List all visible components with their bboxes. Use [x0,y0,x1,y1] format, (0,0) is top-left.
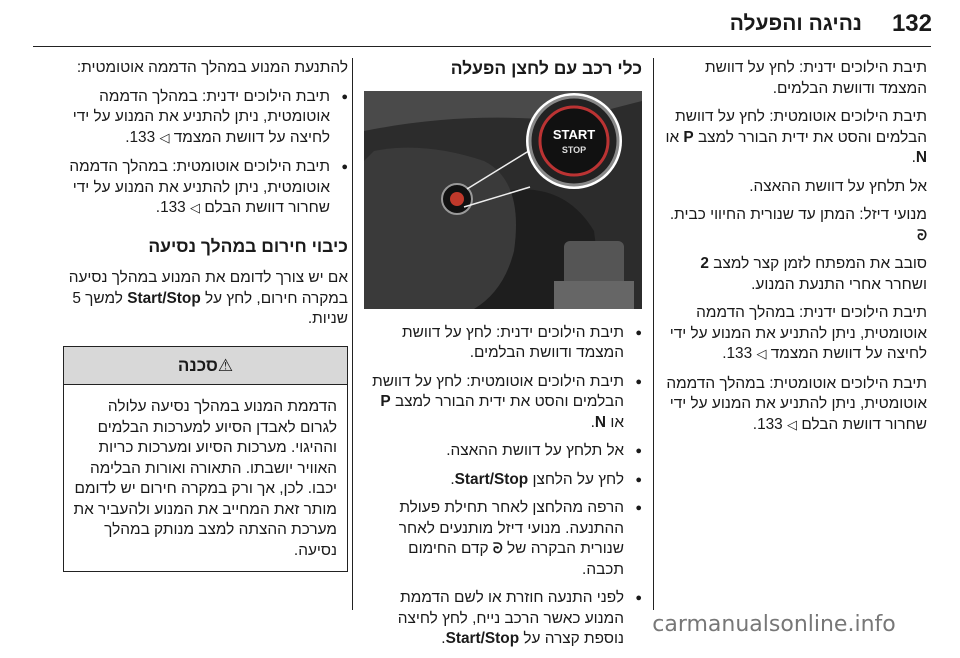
paragraph: תיבת הילוכים ידנית: לחץ על דוושת המצמד ודוושת הבלמים. [704,59,927,97]
paragraph: תיבת הילוכים אוטומטית: לחץ על דוושת הבלמים והסט את ידית הבורר למצב P או N. [665,108,927,166]
header-rule [33,46,931,47]
column-divider-left [352,58,353,610]
page-number: 132 [891,10,932,37]
arrow-icon: ◁ [159,130,170,146]
paragraph: תיבת הילוכים אוטומטית: במהלך הדממה אוטומטית, ניתן להתניע את המנוע על ידי שחרור דוושת הבלם ◁ 133. [666,374,927,433]
watermark: carmanualsonline.info [652,612,896,637]
paragraph: אל תלחץ על דוושת ההאצה. [749,177,927,195]
paragraph: מנועי דיזל: המתן עד שנורית החיווי כבית. ᘒ [669,206,927,244]
list-item: ● לחץ על הלחצן Start/Stop. [364,470,642,491]
list-item: ● תיבת הילוכים ידנית: במהלך הדממה אוטומטית, ניתן להתניע את המנוע על ידי לחיצה על דוושת המצמד ◁ 133. [63,87,348,150]
list-item: ● תיבת הילוכים ידנית: לחץ על דוושת המצמד ודוושת הבלמים. [364,323,642,364]
list-item: ● תיבת הילוכים אוטומטית: לחץ על דוושת הבלמים והסט את ידית הבורר למצב P או N. [364,372,642,434]
glow-plug-icon: ᘒ [492,541,503,557]
column-divider-right [653,58,654,610]
stop-label: STOP [561,144,587,155]
warning-box [63,346,348,573]
section-heading: כלי רכב עם לחצן הפעלה [450,58,642,78]
arrow-icon: ◁ [787,417,798,433]
warning-header [64,347,347,386]
start-button-photo [364,91,642,309]
arrow-icon: ◁ [756,347,767,362]
section-heading: כיבוי חירום במהלך נסיעה [148,235,348,256]
column-middle [364,58,642,658]
restart-list [63,87,348,220]
list-item: ● לפני התנעה חוזרת או לשם הדממת המנוע כאשר הרכב נייח, לחץ לחיצה נוספת קצרה על Start/Stop. [364,588,642,650]
column-right [659,58,927,444]
dashboard-illustration [364,91,642,309]
column-left [63,58,348,572]
arrow-icon: ◁ [190,201,201,216]
list-item: ● אל תלחץ על דוושת ההאצה. [364,441,642,462]
paragraph: סובב את המפתח לזמן קצר למצב 2 ושחרר אחרי התנעת המנוע. [700,255,927,293]
list-item: ● הרפה מהלחצן לאחר תחילת פעולת ההתנעה. מנועי דיזל מותנעים לאחר שנורית הבקרה של ᘒ קדם החימום תכבה. [364,498,642,580]
page-header [0,0,960,54]
steps-list [364,323,642,650]
glow-plug-icon: ᘒ [917,227,927,244]
warning-title: סכנה [177,355,218,375]
paragraph: תיבת הילוכים ידנית: במהלך הדממה אוטומטית, ניתן להתניע את המנוע על ידי לחיצה על דוושת המצמד ◁ 133. [669,304,927,362]
warning-text: הדממת המנוע במהלך נסיעה עלולה לגרום לאבדן הסיוע למערכות הבלמים וההיגוי. מערכות הסיוע ומערכות כריות האוויר יושבתו. התאורה ואורות הבלימה יכבו. לכן, אך ורק במקרה חירום יש לדומם מותר זאת המחייב את המנוע ולהעביר את מערכת ההצתה למצב מנותק במהלך נסיעה. [73,398,337,559]
chapter-title: נהיגה והפעלה [729,12,862,35]
start-label: START [552,126,596,142]
paragraph: להתנעת המנוע במהלך הדממה אוטומטית: [76,59,348,76]
paragraph: אם יש צורך לדומם את המנוע במהלך נסיעה במקרה חירום, לחץ על Start/Stop למשך 5 שניות. [68,269,348,327]
warning-icon: ⚠ [217,355,234,375]
list-item: ● תיבת הילוכים אוטומטית: במהלך הדממה אוטומטית, ניתן להתניע את המנוע על ידי שחרור דוושת הבלם ◁ 133. [63,157,348,220]
